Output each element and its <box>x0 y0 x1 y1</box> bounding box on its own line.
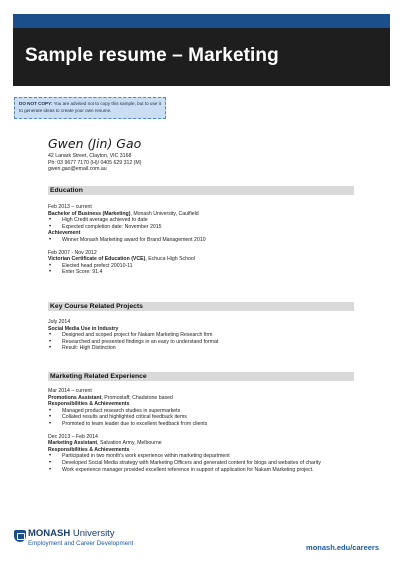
edu1-achievement-label: Achievement <box>48 230 81 237</box>
notice-text: You are advised not to copy this sample, but to use it to generate ideas to create your own resume. <box>19 101 161 113</box>
email: gwen.gao@email.com.au <box>48 166 107 172</box>
edu1-date: Feb 2013 – current <box>48 204 92 210</box>
list-item: • High Credit average achieved to date <box>48 217 358 224</box>
edu2-date: Feb 2007 - Nov 2012 <box>48 249 97 256</box>
list-item: • Researched and presented findings in an easy to understand format <box>48 339 358 346</box>
experience-block <box>48 388 358 473</box>
exp2-organisation: , Salvation Army, Melbourne <box>97 440 162 447</box>
exp2-responsibilities-label: Responsibilities & Achievements <box>48 446 130 453</box>
edu1-title <box>48 211 358 218</box>
phone: Ph: 03 9677 7170 (H)/ 0405 629 312 (M) <box>48 159 142 166</box>
notice-label: DO NOT COPY: <box>19 101 53 106</box>
section-experience-heading: Marketing Related Experience <box>48 372 354 381</box>
address: 42 Lanark Street, Clayton, VIC 3168 <box>48 153 132 159</box>
list-item: • Enter Score: 91.4 <box>48 269 358 276</box>
list-item: • Result: High Distinction <box>48 345 358 352</box>
title-banner <box>13 14 390 86</box>
list-item: • Work experience manager provided excellent reference in support of application for Nakam Marketing project. <box>48 467 358 474</box>
list-item: • Elected head prefect 20010-11 <box>48 263 358 270</box>
exp1-title <box>48 395 358 402</box>
candidate-name: Gwen (Jin) Gao <box>48 136 142 151</box>
list-item: • Managed product research studies in supermarkets <box>48 408 358 415</box>
exp2-list <box>48 453 358 473</box>
contact-details <box>48 153 141 173</box>
university-name: MONASH University <box>28 528 115 539</box>
section-projects-heading: Key Course Related Projects <box>48 302 354 311</box>
exp1-responsibilities-label: Responsibilities & Achievements <box>48 401 130 408</box>
shield-icon <box>14 530 26 542</box>
edu2-title <box>48 256 358 263</box>
monash-logo <box>14 528 164 550</box>
list-item: • Collated results and highlighted critical feedback items <box>48 414 358 421</box>
projects-block <box>48 319 358 352</box>
department-name: Employment and Career Development <box>28 540 134 547</box>
list-item: • Designed and scoped project for Nakam Marketing Research firm <box>48 332 358 339</box>
list-item: • Expected completion date: November 2015 <box>48 224 358 231</box>
exp1-role: Promotions Assistant <box>48 394 102 401</box>
education-block <box>48 204 358 276</box>
edu1-institution: , Monash University, Caulfield <box>130 210 199 217</box>
careers-link[interactable]: monash.edu/careers <box>306 543 379 552</box>
do-not-copy-notice <box>14 97 166 119</box>
edu1-list <box>48 217 358 230</box>
project1-date: July 2014 <box>48 319 71 325</box>
exp1-organisation: , Promostaff, Chadstone based <box>101 394 173 401</box>
exp2-role: Marketing Assistant <box>48 440 98 447</box>
banner-accent-stripe <box>13 14 360 28</box>
page-title: Sample resume – Marketing <box>25 45 279 66</box>
section-education-heading: Education <box>48 186 354 195</box>
exp1-list <box>48 408 358 428</box>
edu2-institution: , Echuca High School <box>145 256 195 263</box>
edu2-list <box>48 263 358 276</box>
edu1-achievement-list <box>48 237 358 244</box>
edu1-degree: Bachelor of Business (Marketing) <box>48 210 131 217</box>
edu2-degree: Victorian Certificate of Education (VCE) <box>48 256 146 263</box>
exp2-title <box>48 440 358 447</box>
list-item: • Promoted to team leader due to excellent feedback from clients <box>48 421 358 428</box>
project1-list <box>48 332 358 352</box>
list-item: • Winner Monash Marketing award for Brand Management 2010 <box>48 237 358 244</box>
exp2-date: Dec 2013 – Feb 2014 <box>48 433 98 440</box>
project1-title: Social Media Use in Industry <box>48 325 119 332</box>
list-item: • Developed Social Media strategy with Marketing Officers and generated content for blogs and websites of charity <box>48 460 358 467</box>
list-item: • Participated in two month's work experience within marketing department <box>48 453 358 460</box>
exp1-date: Mar 2014 – current <box>48 388 92 394</box>
banner-accent-corner <box>360 14 390 28</box>
